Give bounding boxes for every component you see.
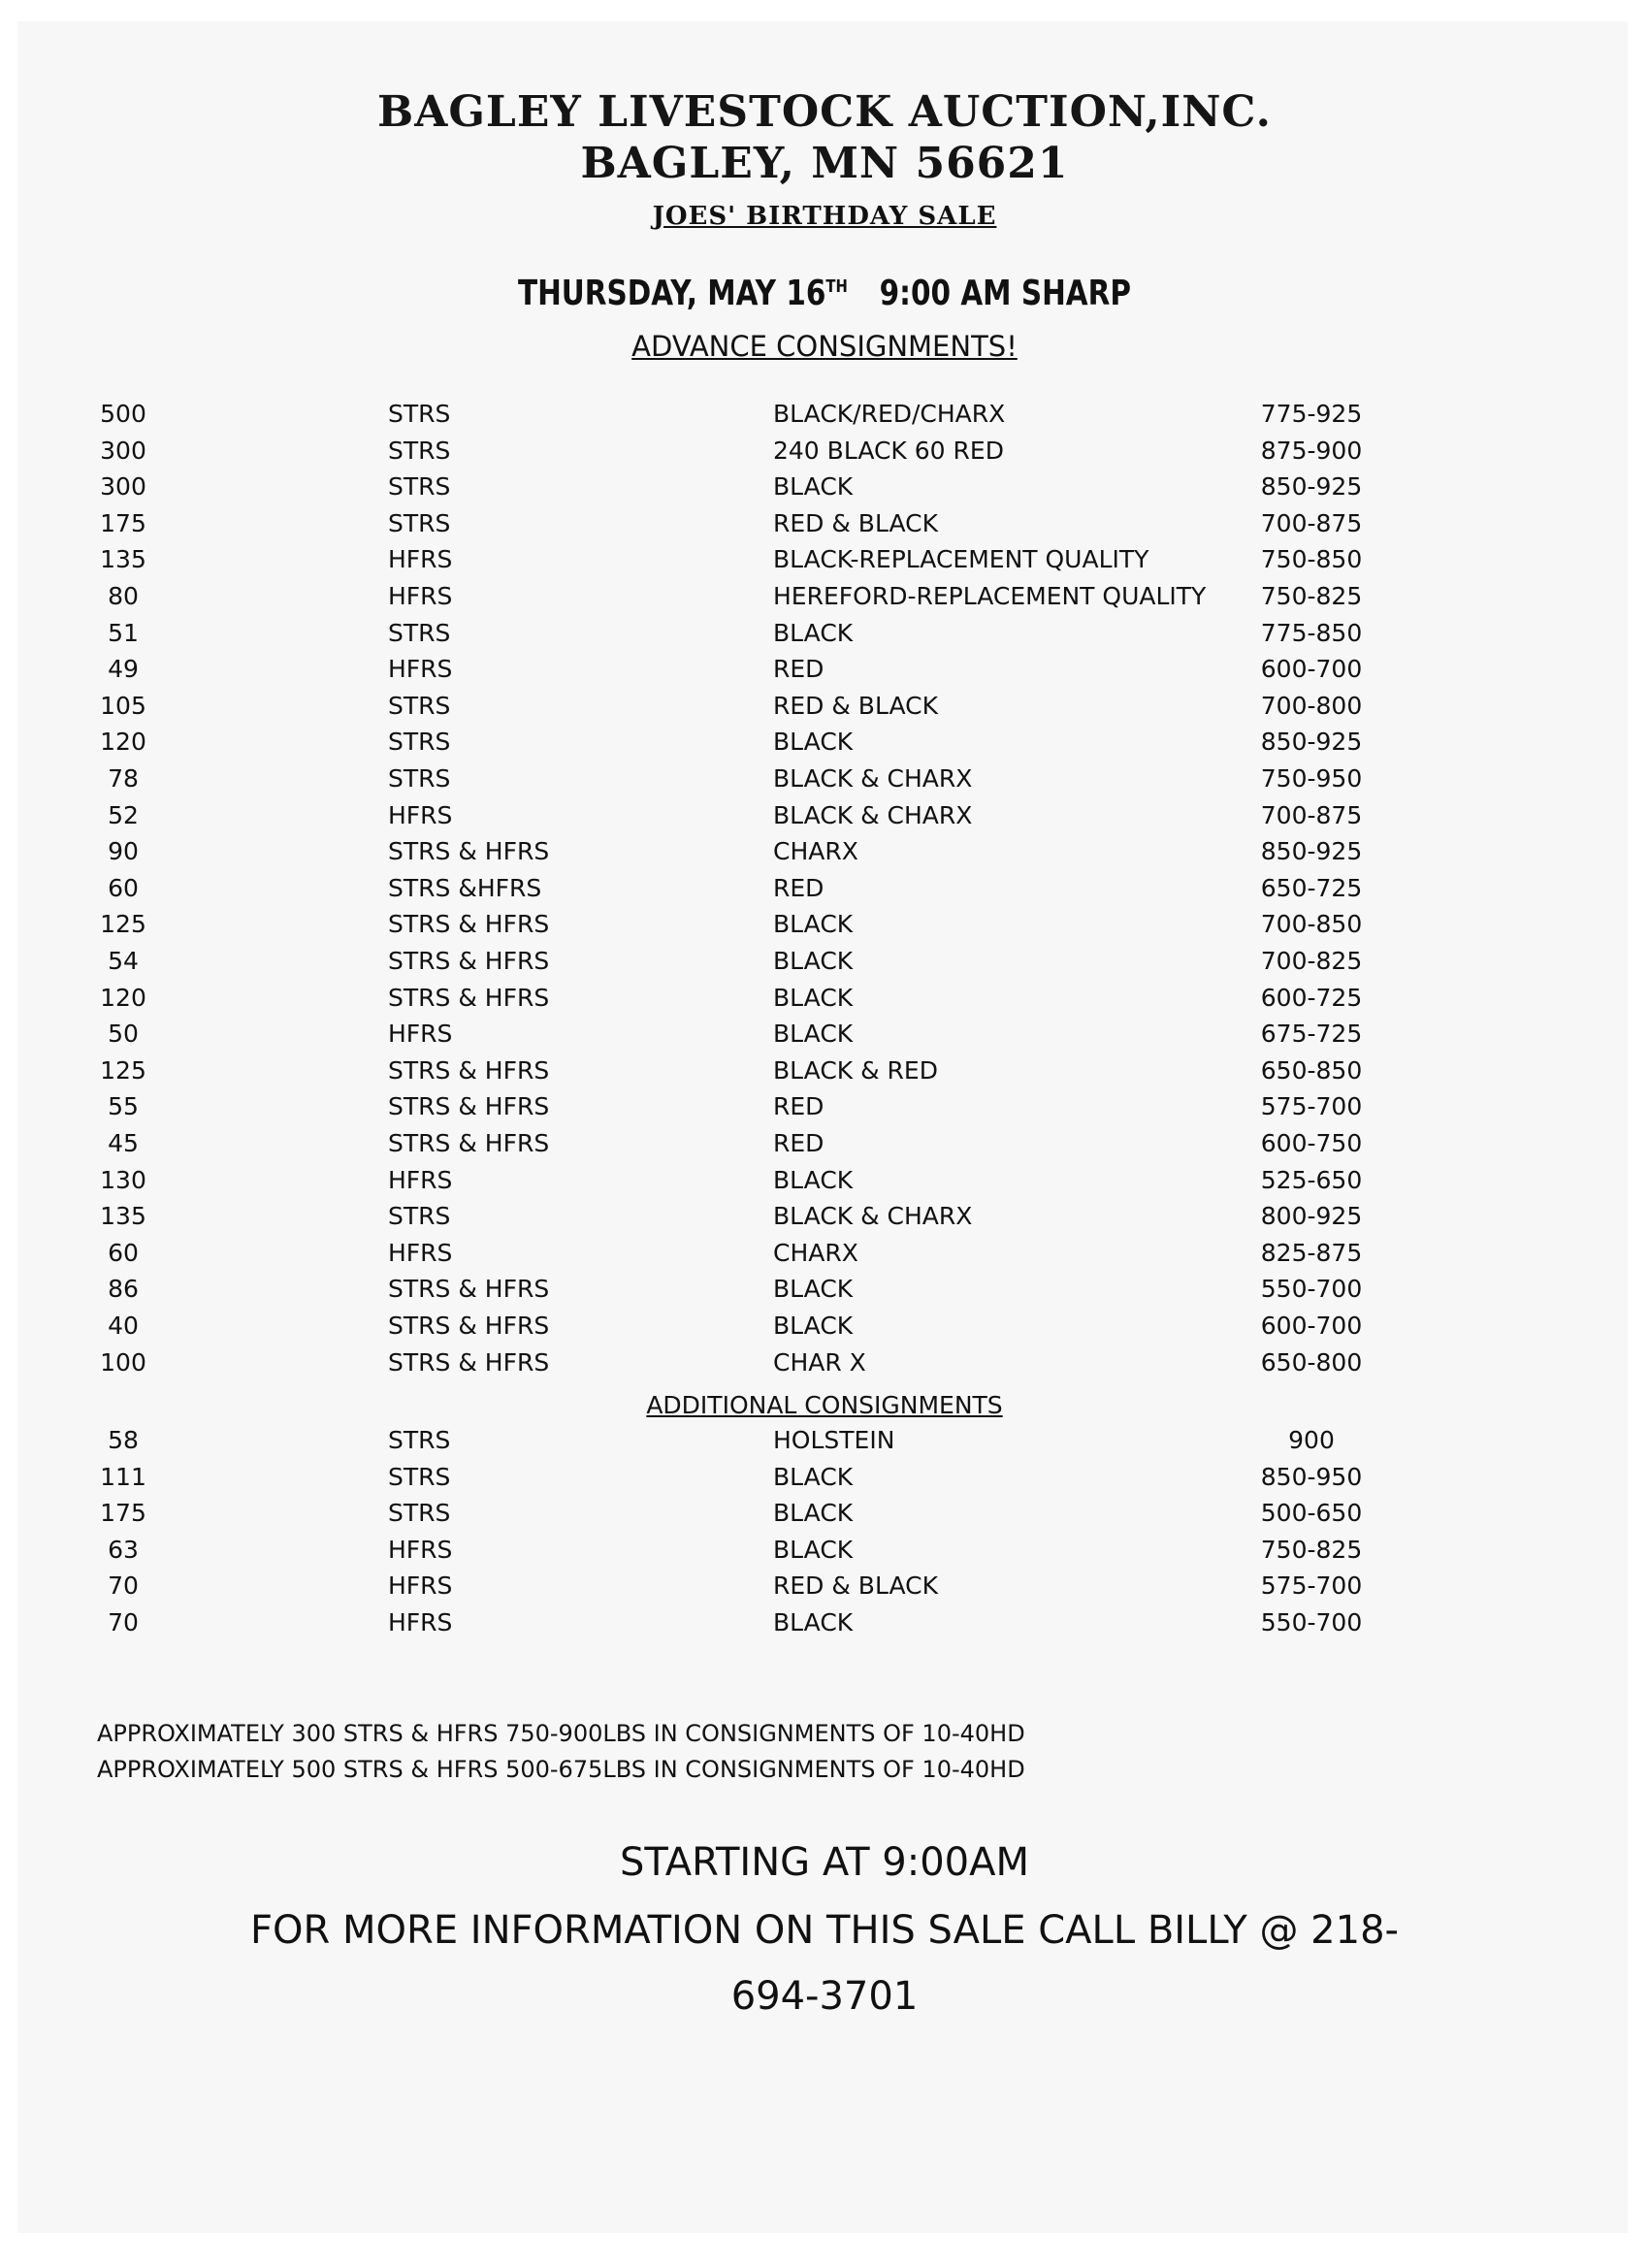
cattle-class: STRS & HFRS [388, 1055, 550, 1085]
breed-description: RED [773, 1129, 824, 1157]
head-count: 78 [108, 764, 139, 793]
cattle-class: STRS [388, 1499, 451, 1528]
weight-range: 700-800 [1260, 691, 1363, 720]
weight-range: 650-725 [1260, 873, 1363, 902]
weight-range: 775-925 [1260, 400, 1363, 428]
head-count: 40 [108, 1312, 139, 1340]
weight-range: 700-850 [1260, 910, 1363, 939]
head-count: 63 [108, 1535, 139, 1564]
consignment-row [0, 1495, 1649, 1532]
head-count: 125 [100, 910, 146, 939]
weight-range: 850-925 [1260, 472, 1363, 502]
note-line: APPROXIMATELY 500 STRS & HFRS 500-675LBS IN CONSIGNMENTS OF 10-40HD [97, 1756, 1025, 1783]
weight-range: 850-925 [1260, 728, 1363, 757]
weight-range: 825-875 [1260, 1238, 1363, 1267]
cattle-class: STRS [388, 728, 451, 757]
head-count: 100 [100, 1347, 146, 1377]
cattle-class: HFRS [388, 1165, 453, 1194]
head-count: 49 [108, 655, 139, 684]
breed-description: BLACK [773, 1608, 854, 1636]
breed-description: CHAR X [773, 1347, 866, 1377]
cattle-class: HFRS [388, 800, 453, 829]
cattle-class: HFRS [388, 1020, 453, 1049]
breed-description: BLACK [773, 910, 854, 939]
breed-description: RED [773, 1092, 824, 1121]
weight-range: 675-725 [1260, 1020, 1363, 1049]
breed-description: BLACK [773, 1165, 854, 1194]
breed-description: BLACK [773, 1312, 854, 1340]
breed-description: BLACK [773, 618, 854, 647]
breed-description: BLACK/RED/CHARX [773, 400, 1006, 428]
weight-range: 550-700 [1260, 1275, 1363, 1304]
cattle-class: STRS [388, 436, 451, 465]
contact-phone-line: 694-3701 [730, 1974, 919, 2019]
consignment-row [0, 1053, 1649, 1089]
weight-range: 875-900 [1260, 436, 1363, 465]
consignment-row [0, 1422, 1649, 1459]
company-name: BAGLEY LIVESTOCK AUCTION,INC. [377, 87, 1272, 137]
cattle-class: HFRS [388, 655, 453, 684]
breed-description: HOLSTEIN [773, 1426, 895, 1454]
weight-range: 650-800 [1260, 1347, 1363, 1377]
weight-range: 500-650 [1260, 1499, 1363, 1528]
weight-range: 900 [1288, 1426, 1335, 1454]
weight-range: 700-825 [1260, 947, 1363, 975]
consignment-row [0, 1235, 1649, 1272]
consignment-row [0, 541, 1649, 578]
head-count: 135 [100, 545, 146, 574]
weight-range: 775-850 [1260, 618, 1363, 647]
sale-date-line [148, 274, 1501, 313]
head-count: 135 [100, 1202, 146, 1231]
cattle-class: STRS [388, 1462, 451, 1491]
consignment-row [0, 1125, 1649, 1162]
weight-range: 750-825 [1260, 582, 1363, 610]
breed-description: BLACK [773, 1275, 854, 1304]
head-count: 111 [100, 1462, 146, 1491]
consignment-row [0, 1568, 1649, 1604]
head-count: 300 [100, 436, 146, 465]
head-count: 58 [108, 1426, 139, 1454]
breed-description: BLACK-REPLACEMENT QUALITY [773, 545, 1149, 574]
cattle-class: HFRS [388, 1571, 453, 1601]
breed-description: BLACK [773, 947, 854, 975]
head-count: 45 [108, 1129, 139, 1157]
breed-description: BLACK & RED [773, 1055, 938, 1085]
breed-description: BLACK [773, 983, 854, 1012]
sale-time: 9:00 AM SHARP [879, 274, 1132, 313]
weight-range: 600-700 [1260, 1312, 1363, 1340]
consignment-row [0, 1459, 1649, 1496]
consignment-row [0, 906, 1649, 943]
consignment-row [0, 1532, 1649, 1569]
breed-description: RED & BLACK [773, 691, 938, 720]
cattle-class: STRS & HFRS [388, 1312, 550, 1340]
cattle-class: STRS & HFRS [388, 910, 550, 939]
breed-description: BLACK & CHARX [773, 1202, 973, 1231]
head-count: 500 [100, 400, 146, 428]
cattle-class: STRS [388, 472, 451, 502]
breed-description: BLACK [773, 1462, 854, 1491]
head-count: 70 [108, 1571, 139, 1601]
head-count: 60 [108, 873, 139, 902]
consignment-row [0, 870, 1649, 907]
head-count: 300 [100, 472, 146, 502]
consignment-row [0, 980, 1649, 1017]
weight-range: 525-650 [1260, 1165, 1363, 1194]
head-count: 125 [100, 1055, 146, 1085]
cattle-class: HFRS [388, 1535, 453, 1564]
cattle-class: STRS & HFRS [388, 983, 550, 1012]
weight-range: 600-750 [1260, 1129, 1363, 1157]
breed-description: RED & BLACK [773, 508, 938, 537]
cattle-class: STRS & HFRS [388, 947, 550, 975]
head-count: 105 [100, 691, 146, 720]
head-count: 120 [100, 728, 146, 757]
breed-description: HEREFORD-REPLACEMENT QUALITY [773, 582, 1207, 610]
weight-range: 700-875 [1260, 800, 1363, 829]
weight-range: 600-725 [1260, 983, 1363, 1012]
cattle-class: HFRS [388, 1238, 453, 1267]
weight-range: 800-925 [1260, 1202, 1363, 1231]
weight-range: 650-850 [1260, 1055, 1363, 1085]
consignment-row [0, 688, 1649, 725]
section-heading-advance-text: ADVANCE CONSIGNMENTS! [631, 330, 1018, 363]
weight-range: 750-950 [1260, 764, 1363, 793]
cattle-class: STRS [388, 400, 451, 428]
consignment-row [0, 1016, 1649, 1053]
consignment-row [0, 469, 1649, 505]
breed-description: RED & BLACK [773, 1571, 938, 1601]
consignment-row [0, 578, 1649, 615]
cattle-class: STRS [388, 508, 451, 537]
breed-description: BLACK [773, 1535, 854, 1564]
note-line: APPROXIMATELY 300 STRS & HFRS 750-900LBS IN CONSIGNMENTS OF 10-40HD [97, 1720, 1025, 1747]
weight-range: 575-700 [1260, 1571, 1363, 1601]
weight-range: 750-825 [1260, 1535, 1363, 1564]
cattle-class: STRS & HFRS [388, 1347, 550, 1377]
head-count: 51 [108, 618, 139, 647]
weight-range: 550-700 [1260, 1608, 1363, 1636]
section-heading-additional-text: ADDITIONAL CONSIGNMENTS [646, 1391, 1003, 1419]
head-count: 86 [108, 1275, 139, 1304]
cattle-class: STRS & HFRS [388, 1129, 550, 1157]
company-location: BAGLEY, MN 56621 [580, 139, 1069, 188]
head-count: 130 [100, 1165, 146, 1194]
breed-description: CHARX [773, 1238, 858, 1267]
breed-description: CHARX [773, 837, 858, 866]
head-count: 55 [108, 1092, 139, 1121]
breed-description: BLACK [773, 1020, 854, 1049]
head-count: 175 [100, 508, 146, 537]
sale-date: THURSDAY, MAY 16 [517, 274, 826, 313]
breed-description: BLACK & CHARX [773, 764, 973, 793]
head-count: 120 [100, 983, 146, 1012]
breed-description: BLACK [773, 472, 854, 502]
cattle-class: STRS & HFRS [388, 1275, 550, 1304]
breed-description: RED [773, 655, 824, 684]
contact-info-line: FOR MORE INFORMATION ON THIS SALE CALL BILLY @ 218- [250, 1908, 1399, 1953]
consignment-row [0, 1162, 1649, 1199]
breed-description: 240 BLACK 60 RED [773, 436, 1004, 465]
weight-range: 750-850 [1260, 545, 1363, 574]
consignment-row [0, 651, 1649, 688]
consignment-row [0, 1271, 1649, 1308]
weight-range: 600-700 [1260, 655, 1363, 684]
head-count: 50 [108, 1020, 139, 1049]
consignment-row [0, 724, 1649, 761]
head-count: 52 [108, 800, 139, 829]
head-count: 80 [108, 582, 139, 610]
consignment-row [0, 797, 1649, 834]
consignment-row [0, 1088, 1649, 1125]
breed-description: BLACK & CHARX [773, 800, 973, 829]
consignment-row [0, 1308, 1649, 1345]
sale-date-suffix: TH [825, 276, 848, 297]
consignment-row [0, 1345, 1649, 1381]
head-count: 70 [108, 1608, 139, 1636]
cattle-class: STRS [388, 1202, 451, 1231]
cattle-class: STRS [388, 691, 451, 720]
head-count: 54 [108, 947, 139, 975]
consignment-row [0, 1604, 1649, 1641]
weight-range: 850-950 [1260, 1462, 1363, 1491]
head-count: 60 [108, 1238, 139, 1267]
breed-description: BLACK [773, 1499, 854, 1528]
sale-name-text: JOES' BIRTHDAY SALE [652, 202, 997, 231]
cattle-class: STRS & HFRS [388, 1092, 550, 1121]
cattle-class: STRS [388, 764, 451, 793]
cattle-class: STRS [388, 1426, 451, 1454]
cattle-class: STRS [388, 618, 451, 647]
consignment-row [0, 615, 1649, 652]
cattle-class: HFRS [388, 545, 453, 574]
consignment-row [0, 833, 1649, 870]
weight-range: 850-925 [1260, 837, 1363, 866]
weight-range: 575-700 [1260, 1092, 1363, 1121]
head-count: 90 [108, 837, 139, 866]
weight-range: 700-875 [1260, 508, 1363, 537]
sale-name [0, 202, 1649, 231]
head-count: 175 [100, 1499, 146, 1528]
section-heading-additional [0, 1387, 1649, 1424]
start-time-line: STARTING AT 9:00AM [620, 1840, 1029, 1885]
cattle-class: STRS &HFRS [388, 873, 542, 902]
consignment-row [0, 505, 1649, 542]
cattle-class: HFRS [388, 1608, 453, 1636]
section-heading-advance [0, 330, 1649, 363]
consignment-row [0, 433, 1649, 470]
breed-description: RED [773, 873, 824, 902]
breed-description: BLACK [773, 728, 854, 757]
consignment-row [0, 761, 1649, 797]
cattle-class: STRS & HFRS [388, 837, 550, 866]
consignment-row [0, 1198, 1649, 1235]
cattle-class: HFRS [388, 582, 453, 610]
consignment-row [0, 943, 1649, 980]
consignment-row [0, 396, 1649, 433]
